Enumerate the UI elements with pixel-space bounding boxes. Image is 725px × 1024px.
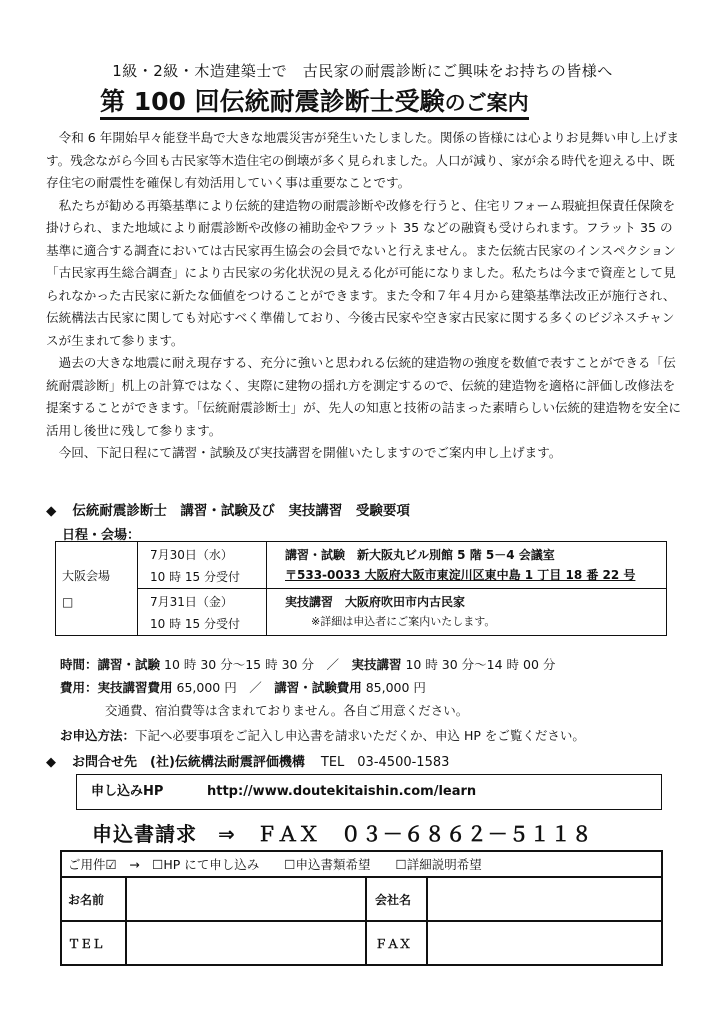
venue-label: 大阪会場 (62, 568, 111, 583)
form-row (61, 921, 662, 965)
apply-line (60, 726, 585, 744)
schedule-date: 7月31日（金） (150, 595, 233, 609)
schedule-venue-line: 講習・試験 新大阪丸ビル別館 5 階 5－4 会議室 (285, 548, 555, 562)
apply-label: お申込方法： (60, 728, 136, 743)
schedule-time: 10 時 15 分受付 (150, 617, 240, 631)
time-label-2: 実技講習 (351, 657, 402, 672)
diamond-icon: ◆ (46, 503, 57, 519)
page-title (100, 82, 660, 118)
venue-checkbox[interactable]: □ (62, 594, 74, 609)
intro-paragraph-2: 私たちが勧める再築基準により伝統的建造物の耐震診断や改修を行うと、住宅リフォーム瑕疵担保責任保険を掛けられ、また地域により耐震診断や改修の補助金やフラット 35 などの融資も受けられます。フラット 35 の基準に適合する調査においては古民家再生協会の会員でないと行えません。また伝統古民家のインスペクション「古民家再生総合調査」により古民家の劣化状況の見える化が可能になりました。私たちは今まで資産として見られなかった古民家に新たな価値をつけることができます。また令和７年４月から建築基準法改正が施行され、伝統構法古民家に関しても対応すべく準備しており、今後古民家や空き家古民家に関する多くのビジネスチャンスが生まれて参ります。 (46, 197, 676, 348)
schedule-note: ※詳細は申込者にご案内いたします。 (311, 615, 496, 628)
fee-value-2: 85,000 円 (361, 680, 426, 695)
fee-label-2: 講習・試験費用 (274, 680, 362, 695)
intro-paragraph-4: 今回、下記日程にて講習・試験及び実技講習を開催いたしますのでご案内申し上げます。 (58, 445, 562, 460)
diamond-icon: ◆ (46, 755, 56, 770)
apply-text: 下記へ必要事項をご記入し申込書を請求いただくか、申込 HP をご覧ください。 (135, 728, 585, 743)
time-value-2: 10 時 30 分～14 時 00 分 (401, 657, 556, 672)
intro-text (46, 127, 682, 465)
fax-label: ＦＡＸ (366, 921, 427, 965)
time-line (60, 655, 555, 673)
fax-request: 申込書請求 ⇒ ＦＡＸ ０３－６８６２－５１１８ (92, 822, 593, 846)
time-value-1: 10 時 30 分～15 時 30 分 ／ (160, 657, 352, 672)
name-label: お名前 (61, 877, 126, 921)
date-cell (138, 589, 267, 636)
desc-cell (267, 589, 667, 636)
hp-label: 申し込みHP (91, 784, 164, 799)
name-field[interactable] (126, 877, 366, 921)
schedule-row (56, 542, 667, 589)
intro-paragraph-3: 過去の大きな地震に耐え現存する、充分に強いと思われる伝統的建造物の強度を数値で表すことができる「伝統耐震診断」机上の計算ではなく、実際に建物の揺れ方を測定するので、伝統的建造物を適格に評価し改修法を提案することができます。「伝統耐震診断士」が、先人の知恵と技術の詰まった素晴らしい伝統的建造物を安全に活用し後世に残して参ります。 (46, 355, 681, 438)
desc-cell (267, 542, 667, 589)
schedule-row (56, 589, 667, 636)
application-form (60, 850, 663, 966)
title-tail: のご案内 (444, 91, 529, 115)
intro-paragraph-1: 令和 6 年開始早々能登半島で大きな地震災害が発生いたしました。関係の皆様には心よりお見舞い申し上げます。残念ながら今回も古民家等木造住宅の倒壊が多く見られました。人口が減り、家が余る時代を迎える中、既存住宅の耐震性を確保し有効活用していく事は重要なことです。 (46, 130, 680, 190)
hp-link[interactable]: http://www.doutekitaishin.com/learn (207, 784, 477, 799)
section-heading-exam (46, 499, 410, 519)
venue-cell (56, 542, 138, 636)
title-main: 第 100 回伝統耐震診断士受験 (100, 87, 445, 116)
tel-field[interactable] (126, 921, 366, 965)
subtitle: 1級・2級・木造建築士で 古民家の耐震診断にご興味をお持ちの皆様へ (112, 62, 613, 80)
company-field[interactable] (427, 877, 662, 921)
section-heading-text: 伝統耐震診断士 講習・試験及び 実技講習 受験要項 (72, 503, 410, 519)
fee-line (60, 678, 426, 696)
purpose-row[interactable]: ご用件☑ → ☐HP にて申し込み ☐申込書類希望 ☐詳細説明希望 (61, 851, 662, 877)
form-row (61, 877, 662, 921)
contact-line (46, 751, 449, 770)
schedule-label: 日程・会場： (62, 528, 141, 543)
schedule-address-line: 〒533-0033 大阪府大阪市東淀川区東中島 1 丁目 18 番 22 号 (285, 568, 636, 582)
fee-note: 交通費、宿泊費等は含まれておりません。各自ご用意ください。 (105, 703, 469, 718)
time-label: 時間：講習・試験 (60, 657, 161, 672)
fee-label: 費用：実技講習費用 (60, 680, 173, 695)
hp-box (76, 774, 662, 810)
form-row (61, 851, 662, 877)
fax-field[interactable] (427, 921, 662, 965)
company-label: 会社名 (366, 877, 427, 921)
contact-label: お問合せ先 (社)伝統構法耐震評価機構 (72, 755, 305, 770)
fee-value-1: 65,000 円 ／ (172, 680, 275, 695)
schedule-table (55, 541, 667, 636)
schedule-venue-line: 実技講習 大阪府吹田市内古民家 (285, 595, 466, 609)
schedule-time: 10 時 15 分受付 (150, 570, 240, 584)
date-cell (138, 542, 267, 589)
contact-tel: TEL 03-4500-1583 (320, 755, 450, 770)
tel-label: ＴＥＬ (61, 921, 126, 965)
schedule-date: 7月30日（水） (150, 548, 233, 562)
